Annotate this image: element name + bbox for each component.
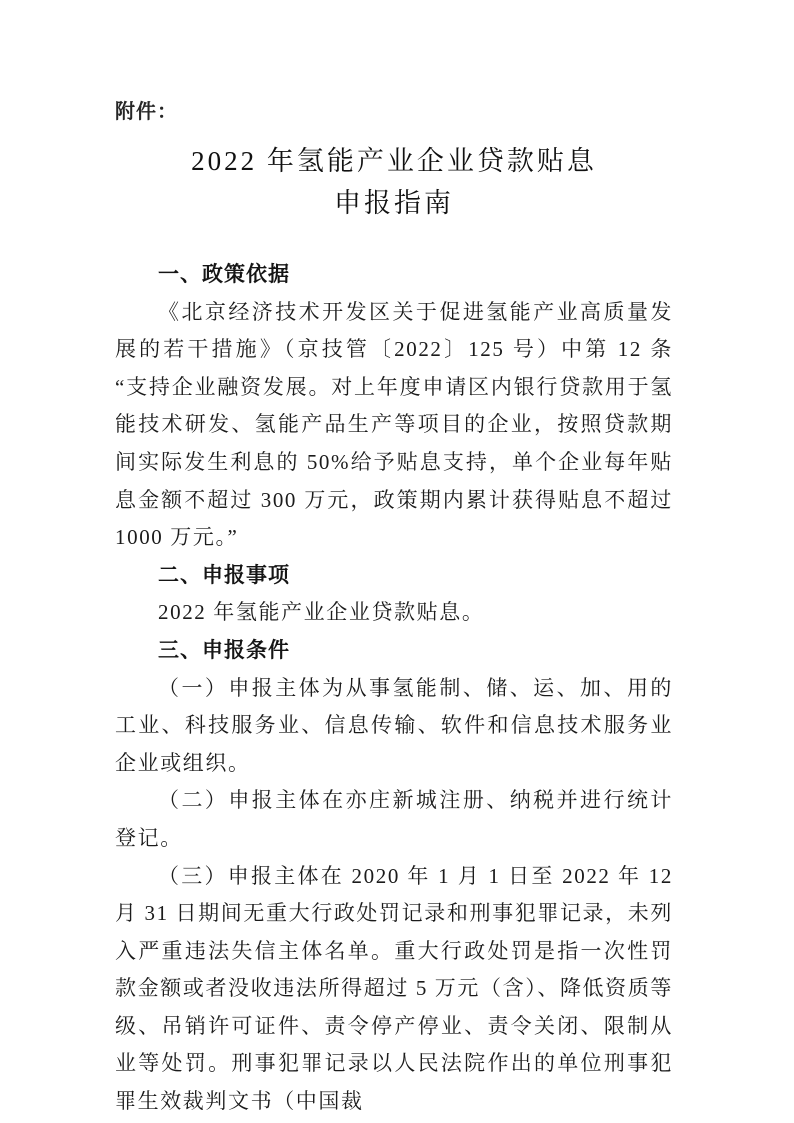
document-title-line-1: 2022 年氢能产业企业贷款贴息 <box>191 146 597 176</box>
attachment-label: 附件： <box>115 101 178 123</box>
section-heading-application-item: 二、申报事项 <box>158 563 290 587</box>
document-title <box>115 140 673 224</box>
document-title-line-2: 申报指南 <box>334 188 454 218</box>
condition-paragraph-1: （一）申报主体为从事氢能制、储、运、加、用的工业、科技服务业、信息传输、软件和信息技术服务业企业或组织。 <box>115 675 673 775</box>
application-item-paragraph: 2022 年氢能产业企业贷款贴息。 <box>158 600 485 625</box>
condition-paragraph-2: （二）申报主体在亦庄新城注册、纳税并进行统计登记。 <box>115 788 673 850</box>
condition-paragraph-3: （三）申报主体在 2020 年 1 月 1 日至 2022 年 12 月 31 日期间无重大行政处罚记录和刑事犯罪记录，未列入严重违法失信主体名单。重大行政处罚是指一次性罚款金额或者没收违法所得超过 5 万元（含）、降低资质等级、吊销许可证件、责令停产停业、责令关闭、限制从业等处罚。刑事犯罪记录以人民法院作出的单位刑事犯罪生效裁判文书（中国裁 <box>115 863 673 1114</box>
section-heading-application-conditions: 三、申报条件 <box>158 638 290 662</box>
document-body <box>115 256 673 1121</box>
section-heading-policy-basis: 一、政策依据 <box>158 263 290 286</box>
policy-basis-paragraph: 《北京经济技术开发区关于促进氢能产业高质量发展的若干措施》（京技管〔2022〕125 号）中第 12 条“支持企业融资发展。对上年度申请区内银行贷款用于氢能技术研发、氢能产品生产等项目的企业，按照贷款期间实际发生利息的 50%给予贴息支持，单个企业每年贴息金额不超过 300 万元，政策期内累计获得贴息不超过 1000 万元。” <box>115 299 673 550</box>
